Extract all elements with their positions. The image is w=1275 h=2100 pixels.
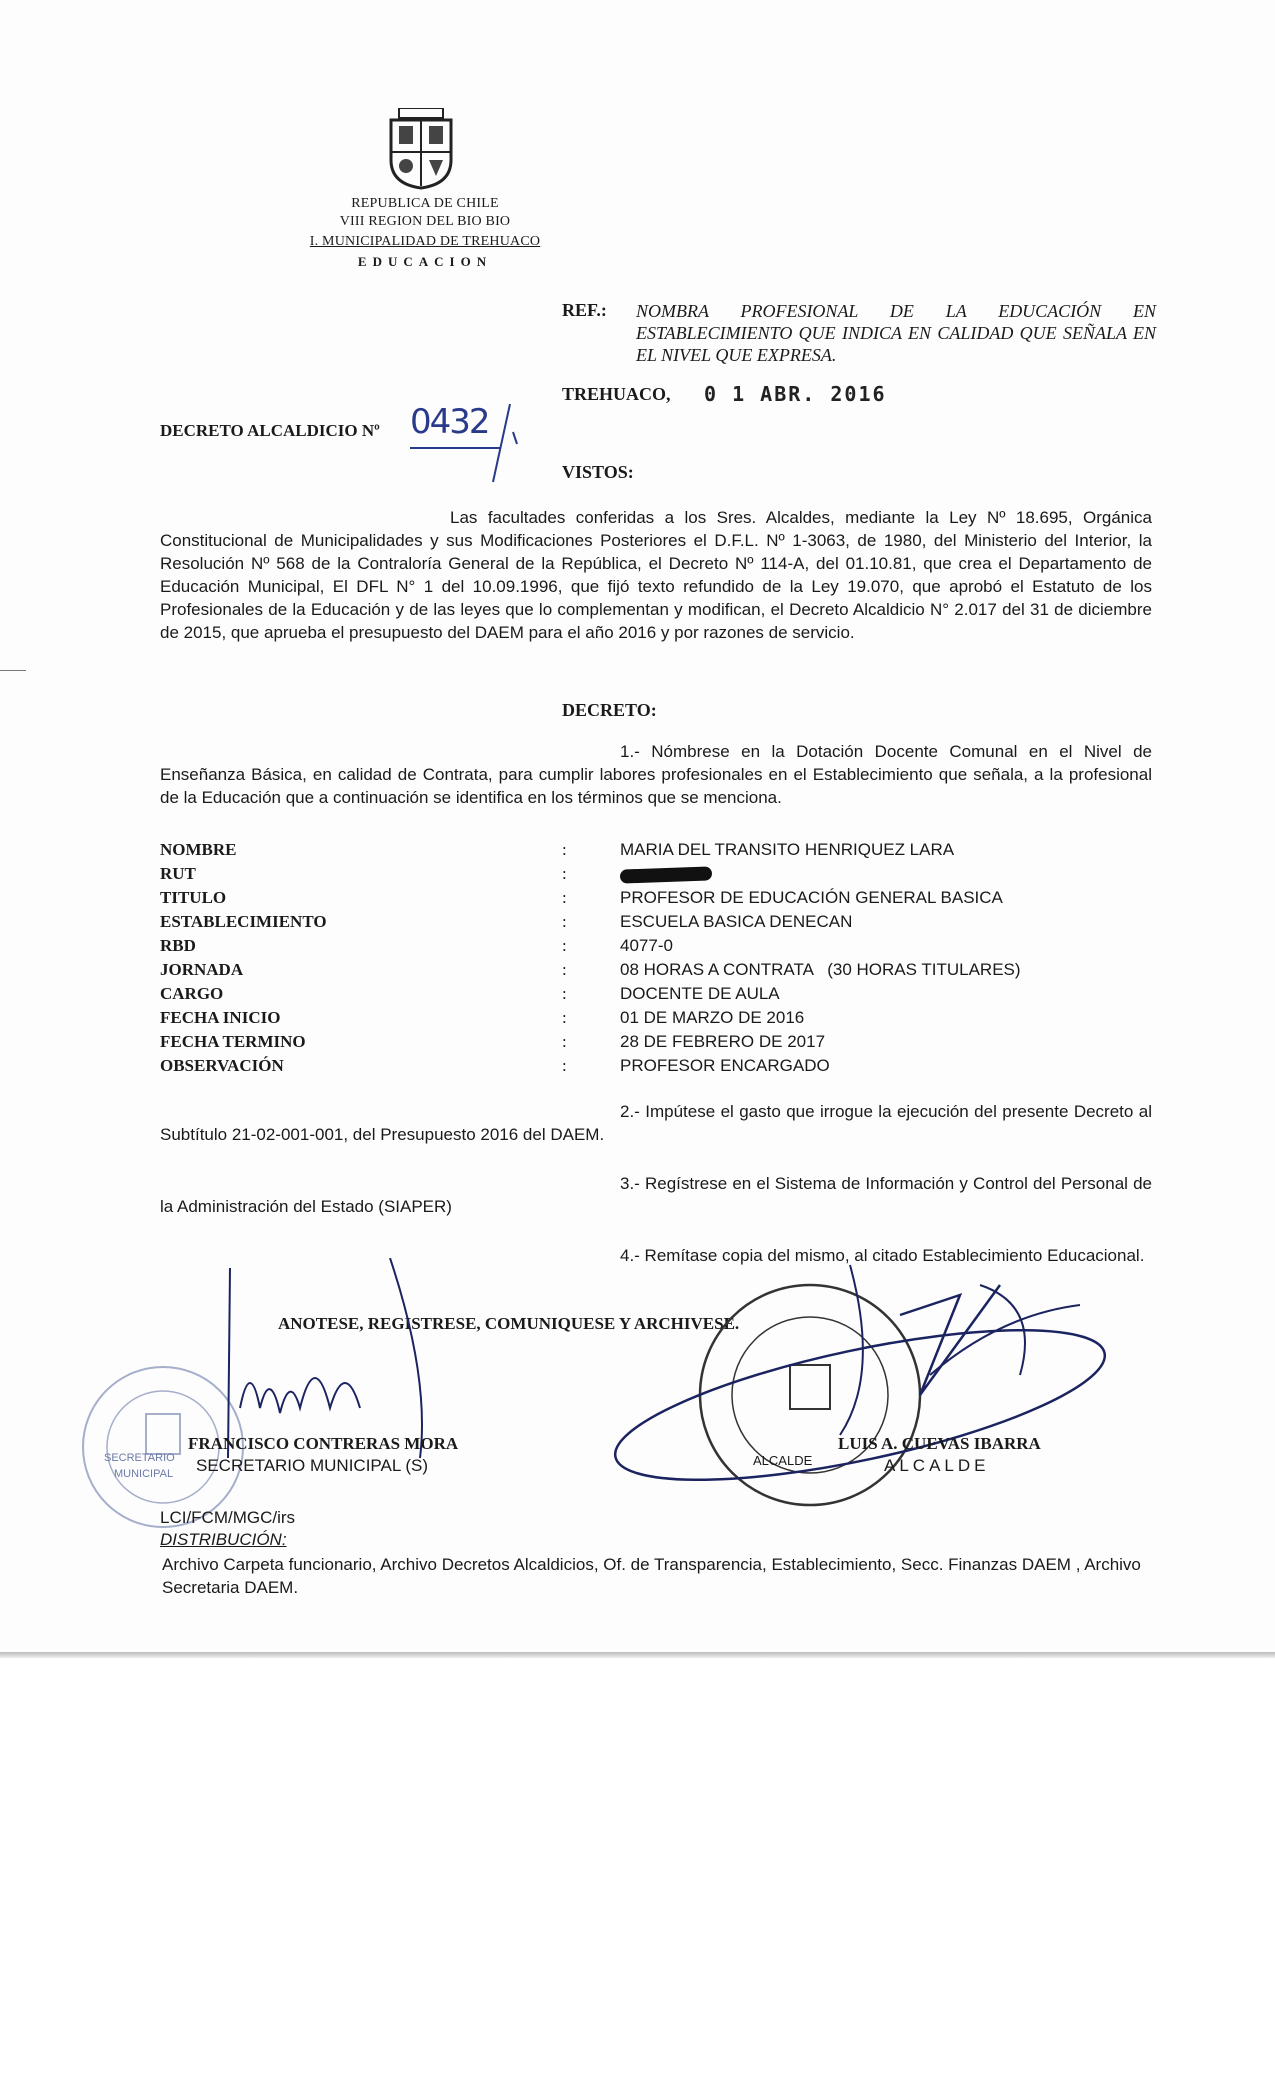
field-value: 01 DE MARZO DE 2016 (620, 1008, 805, 1027)
field-row-observacion: OBSERVACIÓN : PROFESOR ENCARGADO (160, 1054, 1120, 1078)
mayor-stamp-and-signature (600, 1255, 1160, 1545)
municipal-crest-icon (385, 108, 457, 190)
field-row-cargo: CARGO : DOCENTE DE AULA (160, 982, 1120, 1006)
field-row-nombre: NOMBRE : MARIA DEL TRANSITO HENRIQUEZ LARA (160, 838, 1120, 862)
field-row-jornada: JORNADA : 08 HORAS A CONTRATA (30 HORAS TITULARES) (160, 958, 1120, 982)
header-region: VIII REGION DEL BIO BIO (339, 214, 511, 229)
ref-label: REF.: (562, 300, 607, 320)
place-label: TREHUACO, (562, 384, 671, 404)
margin-mark (0, 670, 26, 671)
distribution-text: Archivo Carpeta funcionario, Archivo Decretos Alcaldicios, Of. de Transparencia, Establecimiento, Secc. Finanzas DAEM , Archivo Secretaria DAEM. (162, 1555, 1141, 1597)
field-label: RBD (160, 936, 196, 955)
field-row-establecimiento: ESTABLECIMIENTO : ESCUELA BASICA DENECAN (160, 910, 1120, 934)
vistos-text: Las facultades conferidas a los Sres. Alcaldes, mediante la Ley Nº 18.695, Orgánica Constitucional de Municipalidades y sus Modificaciones Posteriores el D.F.L. Nº 1-3063, de 1980, del Ministerio del Interior, la Resolución Nº 568 de la Contraloría General de la República, el Decreto Nº 114-A, del 01.10.81, que crea el Departamento de Educación Municipal, El DFL N° 1 del 10.09.1996, que fijó texto refundido de la Ley 19.070, que aprobó el Estatuto de los Profesionales de la Educación y de las leyes que lo complementan y modifican, el Decreto Alcaldicio N° 2.017 del 31 de diciembre de 2015, que aprueba el presupuesto del DAEM para el año 2016 y por razones de servicio. (160, 508, 1152, 642)
right-stamp-alcalde: ALCALDE (753, 1453, 813, 1468)
decreto-item-3: 3.- Regístrese en el Sistema de Información y Control del Personal de la Administración del Estado (SIAPER) (160, 1174, 1152, 1216)
date-stamp: 0 1 ABR. 2016 (704, 382, 887, 406)
field-row-rbd: RBD : 4077-0 (160, 934, 1120, 958)
field-label: ESTABLECIMIENTO (160, 912, 327, 931)
decree-number-handwritten: 0432 (410, 402, 489, 442)
left-stamp-secretario: SECRETARIO (104, 1452, 175, 1464)
decree-number-label: DECRETO ALCALDICIO Nº (160, 421, 380, 440)
header-municipality: I. MUNICIPALIDAD DE TREHUACO (309, 234, 541, 249)
secretary-role: SECRETARIO MUNICIPAL (S) (196, 1456, 429, 1475)
initials-line: LCI/FCM/MGC/irs (160, 1508, 296, 1527)
field-row-rut: RUT : (160, 862, 1120, 886)
field-value: PROFESOR DE EDUCACIÓN GENERAL BASICA (620, 888, 1003, 907)
closing-formula: ANOTESE, REGISTRESE, COMUNIQUESE Y ARCHIVESE. (278, 1314, 740, 1333)
distribution-title: DISTRIBUCIÓN: (160, 1530, 287, 1549)
decreto-title: DECRETO: (562, 700, 657, 720)
field-label: RUT (160, 864, 196, 883)
decree-number-strokes (405, 404, 535, 484)
field-label: NOMBRE (160, 840, 237, 859)
field-value: MARIA DEL TRANSITO HENRIQUEZ LARA (620, 840, 955, 859)
vistos-title: VISTOS: (562, 462, 634, 482)
decreto-item-1: 1.- Nómbrese en la Dotación Docente Comunal en el Nivel de Enseñanza Básica, en calidad de Contrata, para cumplir labores profesionales en el Establecimiento que señala, a la profesional de la Educación que a continuación se identifica en los términos que se menciona. (160, 742, 1152, 807)
field-value: PROFESOR ENCARGADO (620, 1056, 830, 1075)
field-value: 08 HORAS A CONTRATA (30 HORAS TITULARES) (620, 960, 1021, 979)
left-stamp-municipal: MUNICIPAL (114, 1468, 174, 1480)
field-label: OBSERVACIÓN (160, 1056, 284, 1075)
field-label: CARGO (160, 984, 224, 1003)
field-label: JORNADA (160, 960, 244, 979)
appointee-fields (160, 838, 1120, 1078)
decreto-item-2: 2.- Impútese el gasto que irrogue la ejecución del presente Decreto al Subtítulo 21-02-001-001, del Presupuesto 2016 del DAEM. (160, 1102, 1152, 1144)
field-label: FECHA INICIO (160, 1008, 281, 1027)
ref-text: NOMBRA PROFESIONAL DE LA EDUCACIÓN EN ESTABLECIMIENTO QUE INDICA EN CALIDAD QUE SEÑALA EN EL NIVEL QUE EXPRESA. (636, 301, 1156, 365)
rut-redaction-mark (620, 862, 712, 886)
field-label: FECHA TERMINO (160, 1032, 306, 1051)
field-value: DOCENTE DE AULA (620, 984, 780, 1003)
mayor-name: LUIS A. CUEVAS IBARRA (838, 1434, 1041, 1453)
field-label: TITULO (160, 888, 227, 907)
header-country: REPUBLICA DE CHILE (351, 196, 499, 211)
field-row-fecha-termino: FECHA TERMINO : 28 DE FEBRERO DE 2017 (160, 1030, 1120, 1054)
field-row-titulo: TITULO : PROFESOR DE EDUCACIÓN GENERAL BASICA (160, 886, 1120, 910)
header-department: EDUCACION (357, 254, 493, 269)
field-value: 4077-0 (620, 936, 673, 955)
decreto-item-4: 4.- Remítase copia del mismo, al citado Establecimiento Educacional. (620, 1246, 1145, 1265)
secretary-name: FRANCISCO CONTRERAS MORA (188, 1434, 459, 1453)
page-edge (0, 1652, 1275, 1658)
field-value: ESCUELA BASICA DENECAN (620, 912, 853, 931)
field-row-fecha-inicio: FECHA INICIO : 01 DE MARZO DE 2016 (160, 1006, 1120, 1030)
mayor-role: ALCALDE (884, 1456, 990, 1475)
field-value: 28 DE FEBRERO DE 2017 (620, 1032, 826, 1051)
